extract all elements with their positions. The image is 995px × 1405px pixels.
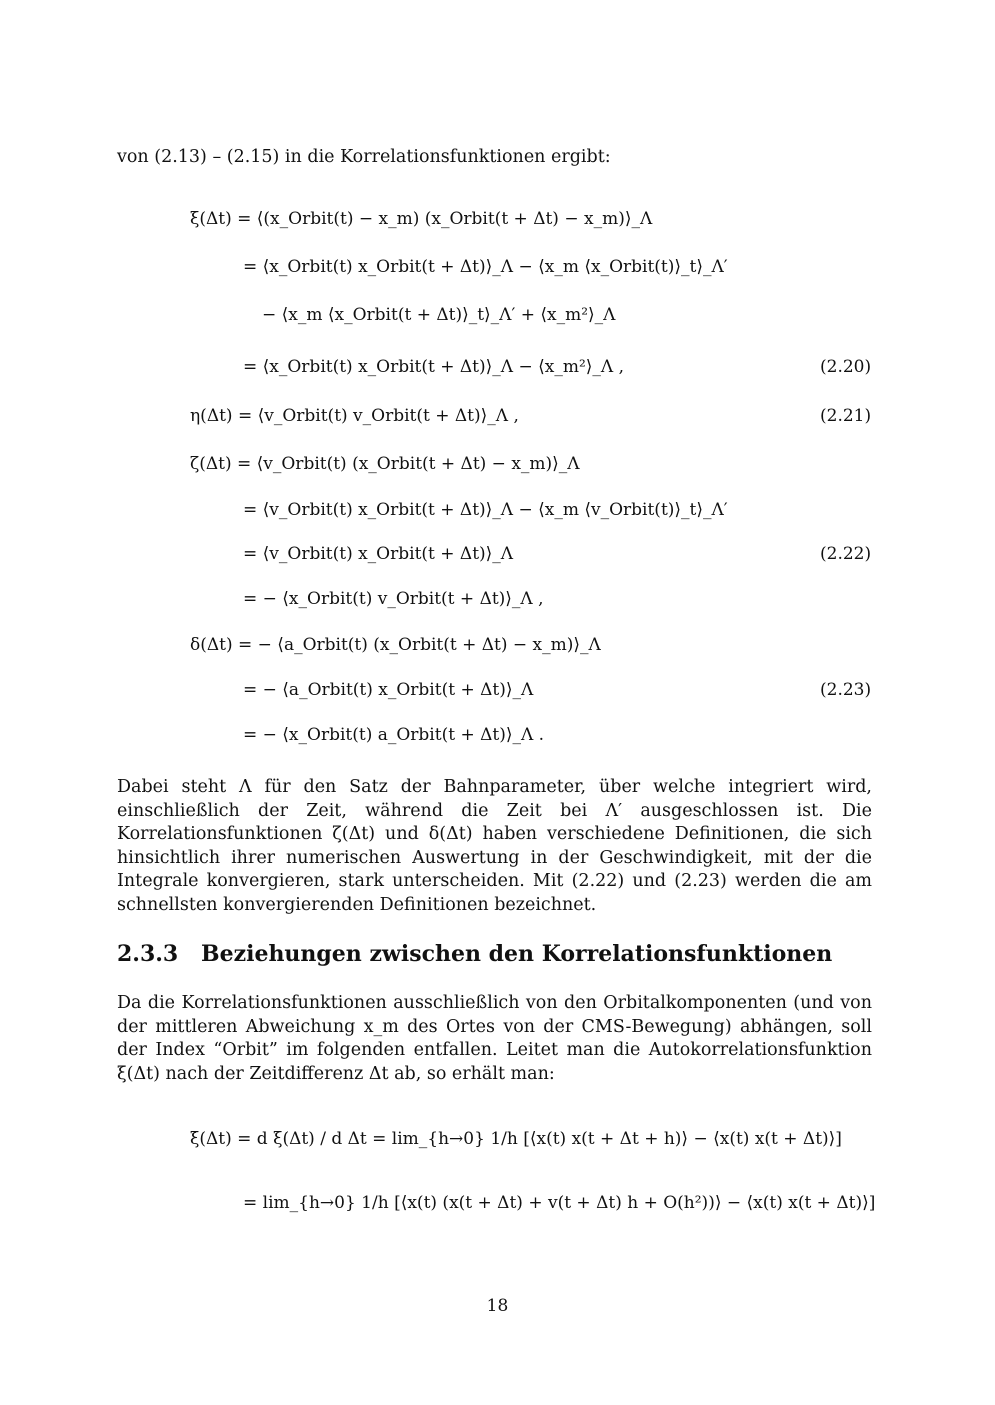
equation-zeta-line-4: = − ⟨x_Orbit(t) v_Orbit(t + Δt)⟩_Λ , [243, 589, 544, 609]
page-number: 18 [486, 1296, 509, 1316]
section-title: Beziehungen zwischen den Korrelationsfunktionen [201, 941, 833, 967]
equation-number-2-21: (2.21) [820, 406, 872, 426]
equation-number-2-22: (2.22) [820, 544, 872, 564]
equation-zeta-line-2: = ⟨v_Orbit(t) x_Orbit(t + Δt)⟩_Λ − ⟨x_m ⟨v_Orbit(t)⟩_t⟩_Λ′ [243, 500, 728, 520]
equation-xi-line-2: = ⟨x_Orbit(t) x_Orbit(t + Δt)⟩_Λ − ⟨x_m ⟨x_Orbit(t)⟩_t⟩_Λ′ [243, 257, 728, 277]
derivative-line-2: = lim_{h→0} 1/h [⟨x(t) (x(t + Δt) + v(t + Δt) h + O(h²))⟩ − ⟨x(t) x(t + Δt)⟩] [243, 1193, 876, 1213]
paragraph-1: Dabei steht Λ für den Satz der Bahnparameter, über welche integriert wird, einschließlich der Zeit, während die Zeit bei Λ′ ausgeschlossen ist. Die Korrelationsfunktionen ζ(Δt) und δ(Δt) haben verschiedene Definitionen, die sich hinsichtlich ihrer numerischen Auswertung in der Geschwindigkeit, mit der die Integrale konvergieren, stark unterscheiden. Mit (2.22) und (2.23) werden die am schnellsten konvergierenden Definitionen bezeichnet. [117, 777, 872, 915]
section-number: 2.3.3 [117, 941, 179, 967]
equation-zeta-line-1: ζ(Δt) = ⟨v_Orbit(t) (x_Orbit(t + Δt) − x_m)⟩_Λ [190, 454, 580, 474]
equation-number-2-23: (2.23) [820, 680, 872, 700]
equation-zeta-line-3: = ⟨v_Orbit(t) x_Orbit(t + Δt)⟩_Λ [243, 544, 514, 564]
section-heading [117, 940, 832, 968]
derivative-line-1: ξ̇(Δt) = d ξ(Δt) / d Δt = lim_{h→0} 1/h [⟨x(t) x(t + Δt + h)⟩ − ⟨x(t) x(t + Δt)⟩] [190, 1129, 842, 1149]
intro-line: von (2.13) – (2.15) in die Korrelationsfunktionen ergibt: [117, 147, 611, 167]
equation-delta-line-3: = − ⟨x_Orbit(t) a_Orbit(t + Δt)⟩_Λ . [243, 725, 545, 745]
equation-delta-line-2: = − ⟨a_Orbit(t) x_Orbit(t + Δt)⟩_Λ [243, 680, 534, 700]
equation-eta-line-1: η(Δt) = ⟨v_Orbit(t) v_Orbit(t + Δt)⟩_Λ , [190, 406, 519, 426]
equation-xi-line-4: = ⟨x_Orbit(t) x_Orbit(t + Δt)⟩_Λ − ⟨x_m²⟩_Λ , [243, 357, 624, 377]
equation-delta-line-1: δ(Δt) = − ⟨a_Orbit(t) (x_Orbit(t + Δt) − x_m)⟩_Λ [190, 635, 601, 655]
equation-xi-line-1: ξ(Δt) = ⟨(x_Orbit(t) − x_m) (x_Orbit(t + Δt) − x_m)⟩_Λ [190, 209, 653, 229]
equation-number-2-20: (2.20) [820, 357, 872, 377]
paragraph-2: Da die Korrelationsfunktionen ausschließlich von den Orbitalkomponenten (und von der mittleren Abweichung x_m des Ortes von der CMS-Bewegung) abhängen, soll der Index “Orbit” im folgenden entfallen. Leitet man die Autokorrelationsfunktion ξ(Δt) nach der Zeitdifferenz Δt ab, so erhält man: [117, 993, 872, 1084]
equation-xi-line-3: − ⟨x_m ⟨x_Orbit(t + Δt)⟩_t⟩_Λ′ + ⟨x_m²⟩_Λ [262, 305, 616, 325]
